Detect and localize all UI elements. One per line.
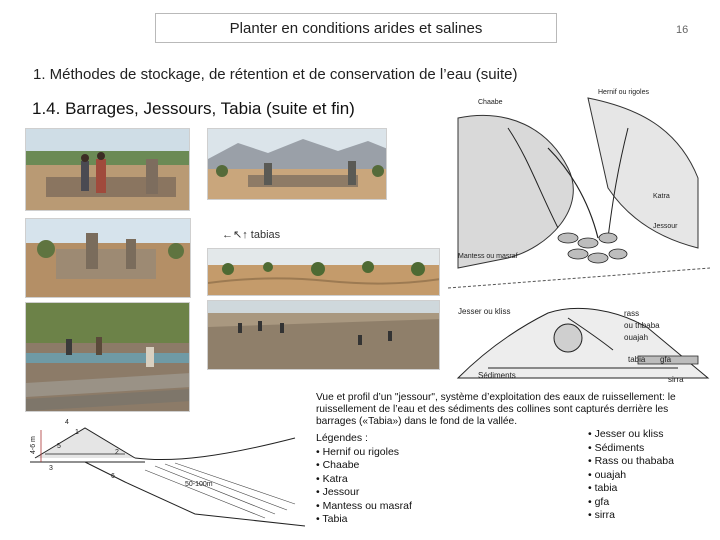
profile-num-5: 5 (57, 443, 61, 450)
profile-height-label: 4-6 m (30, 436, 37, 454)
photo-dam-structure-image (26, 219, 191, 298)
label-gfa: gfa (660, 355, 672, 364)
photo-field-people (207, 300, 440, 370)
photo-field-people-image (208, 301, 440, 370)
legend-item: • Jessour (316, 486, 360, 498)
profile-num-2: 2 (115, 449, 119, 456)
photo-workers (25, 302, 190, 412)
profile-num-1: 1 (75, 429, 79, 436)
label-jessour: Jessour (653, 223, 678, 230)
legend-left (316, 432, 412, 527)
slide-title-box (155, 13, 557, 43)
label-jesser: Jesser ou kliss (458, 307, 511, 316)
photo-dam-landscape (207, 128, 387, 200)
photo-dam-people-image (26, 129, 190, 211)
legend-item: • Jesser ou kliss (588, 428, 664, 440)
caption-text: Vue et profil d’un "jessour", système d’exploitation des eaux de ruissellement: le ruissellement de l’eau et des sédiments des collines sont capturés derrière les barrages («Tabia») dans le fond de la vallée. (316, 392, 676, 428)
label-katra: Katra (653, 193, 670, 200)
jessour-sketch-drawing (448, 88, 710, 388)
label-rass: rass (624, 309, 640, 318)
photo-dam-structure (25, 218, 191, 298)
legend-item: • Katra (316, 472, 348, 485)
section-subheading: 1.4. Barrages, Jessours, Tabia (suite et fin) (32, 99, 355, 118)
legend-item: • Sédiments (588, 441, 645, 454)
legend-right (588, 428, 674, 523)
label-ouajah: ouajah (624, 333, 649, 342)
section-heading: 1. Méthodes de stockage, de rétention et de conservation de l’eau (suite) (33, 66, 518, 83)
legend-item: • sirra (588, 509, 616, 521)
label-tabia: tabia (628, 355, 646, 364)
tabias-label: ←↖↑ tabias (222, 229, 281, 241)
photo-tabias-image (208, 249, 440, 296)
page-number: 16 (676, 24, 689, 36)
profile-num-6: 6 (111, 473, 115, 480)
label-thababa: ou thbaba (624, 321, 660, 330)
profile-num-3: 3 (49, 465, 53, 472)
legend-item: • Chaabe (316, 459, 360, 471)
jessour-sketch (448, 88, 710, 388)
jessour-profile-drawing (25, 418, 310, 530)
photo-tabias (207, 248, 440, 296)
photo-workers-image (26, 303, 190, 412)
label-hernif: Hernif ou rigoles (598, 89, 649, 96)
profile-length-label: 50-100m (185, 481, 213, 488)
label-sediments: Sédiments (478, 371, 516, 380)
figure-caption (316, 392, 706, 429)
label-chaabe: Chaabe (478, 99, 503, 106)
label-masraf: Mantess ou masraf (458, 253, 518, 260)
photo-dam-landscape-image (208, 129, 387, 200)
jessour-profile (25, 418, 310, 530)
slide-title: Planter en conditions arides et salines (229, 19, 483, 37)
legend-item: • gfa (588, 495, 610, 508)
label-sirra: sirra (668, 375, 684, 384)
legend-item: • Mantess ou masraf (316, 499, 412, 512)
profile-num-4: 4 (65, 419, 69, 426)
legend-item: • Rass ou thababa (588, 455, 674, 467)
legend-item: • Tabia (316, 513, 348, 525)
legend-item: • tabia (588, 482, 618, 494)
legend-item: • Hernif ou rigoles (316, 445, 400, 458)
photo-dam-people (25, 128, 190, 211)
legend-item: • ouajah (588, 468, 627, 481)
legend-title: Légendes : (316, 432, 368, 444)
